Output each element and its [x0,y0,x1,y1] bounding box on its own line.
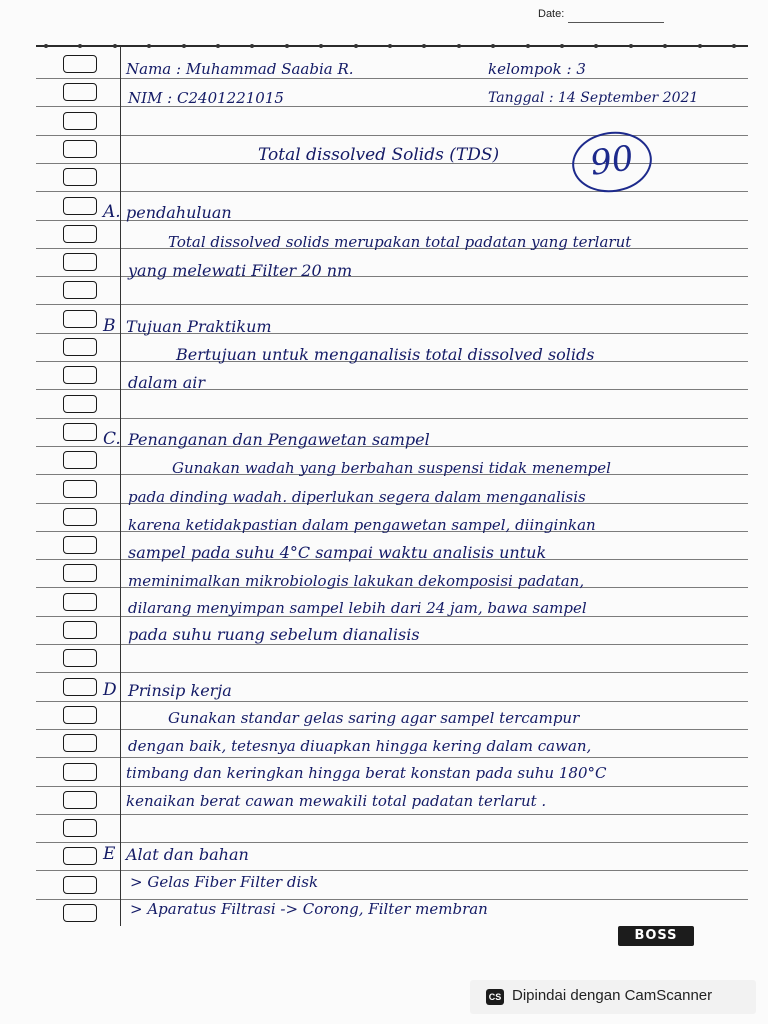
report-title: Total dissolved Solids (TDS) [258,145,500,165]
section-b-line-1: Bertujuan untuk menganalisis total dissolved solids [176,345,595,364]
date-line [568,22,664,23]
line-checkbox [63,225,97,243]
section-heading-e: Alat dan bahan [126,845,249,864]
ruled-line [36,701,748,702]
section-d-line-1: Gunakan standar gelas saring agar sampel tercampur [168,709,580,727]
section-c-line-5: meminimalkan mikrobiologis lakukan dekomposisi padatan, [128,572,585,590]
section-d-line-2: dengan baik, tetesnya diuapkan hingga kering dalam cawan, [128,737,592,755]
line-checkbox [63,706,97,724]
section-d-line-3: timbang dan keringkan hingga berat konstan pada suhu 180°C [126,764,607,782]
margin-line [120,46,121,926]
line-checkbox [63,649,97,667]
binding-dot [732,44,736,48]
binding-dot [388,44,392,48]
line-checkbox [63,140,97,158]
line-checkbox [63,593,97,611]
ruled-line [36,786,748,787]
binding-dot [216,44,220,48]
group-number: kelompok : 3 [488,60,586,78]
date-written: Tanggal : 14 September 2021 [488,90,699,106]
ruled-line [36,814,748,815]
line-checkbox [63,876,97,894]
binding-dot [457,44,461,48]
section-letter-b: B [103,316,116,336]
binding-dot [44,44,48,48]
section-a-line-2: yang melewati Filter 20 nm [128,261,353,280]
student-nim: NIM : C2401221015 [128,89,284,107]
binding-dot [698,44,702,48]
ruled-line [36,418,748,419]
section-c-line-2: pada dinding wadah. diperlukan segera dalam menganalisis [128,488,586,506]
ruled-line [36,135,748,136]
binding-dot [526,44,530,48]
section-heading-a: pendahuluan [126,203,232,222]
binding-dot [319,44,323,48]
section-letter-d: D [103,680,117,700]
binding-dot [182,44,186,48]
student-name: Nama : Muhammad Saabia R. [126,60,354,78]
line-checkbox [63,451,97,469]
line-checkbox [63,621,97,639]
section-d-line-4: kenaikan berat cawan mewakili total padatan terlarut . [126,792,547,810]
section-c-line-1: Gunakan wadah yang berbahan suspensi tidak menempel [172,459,611,477]
line-checkbox [63,508,97,526]
section-letter-e: E [103,844,116,864]
line-checkbox [63,338,97,356]
line-checkbox [63,819,97,837]
line-checkbox [63,791,97,809]
ruled-line [36,870,748,871]
binding-dot [422,44,426,48]
section-heading-d: Prinsip kerja [128,681,232,700]
section-heading-c: Penanganan dan Pengawetan sampel [128,430,430,449]
line-checkbox [63,281,97,299]
ruled-line [36,757,748,758]
section-a-line-1: Total dissolved solids merupakan total padatan yang terlarut [168,233,632,251]
section-letter-c: C. [103,429,121,449]
line-checkbox [63,763,97,781]
binding-dot [491,44,495,48]
line-checkbox [63,168,97,186]
binding-dot [78,44,82,48]
ruled-line [36,729,748,730]
line-checkbox [63,536,97,554]
line-checkbox [63,55,97,73]
section-heading-b: Tujuan Praktikum [126,317,272,336]
binding-dot [354,44,358,48]
line-checkbox [63,395,97,413]
line-checkbox [63,310,97,328]
ruled-line [36,842,748,843]
binding-dot [285,44,289,48]
line-checkbox [63,734,97,752]
section-e-line-2: > Aparatus Filtrasi -> Corong, Filter membran [130,900,488,918]
section-b-line-2: dalam air [128,373,205,392]
line-checkbox [63,678,97,696]
section-c-line-7: pada suhu ruang sebelum dianalisis [128,625,420,644]
line-checkbox [63,423,97,441]
date-field [538,8,668,26]
brand-logo: BOSS [618,926,694,946]
top-rule [36,45,748,47]
grade-score: 90 [568,127,656,198]
line-checkbox [63,564,97,582]
section-c-line-4: sampel pada suhu 4°C sampai waktu analisis untuk [128,543,547,562]
camscanner-badge [470,980,756,1014]
camscanner-logo-icon: CS [486,989,504,1005]
line-checkbox [63,366,97,384]
binding-dot [629,44,633,48]
binding-dot [250,44,254,48]
date-label: Date: [538,8,565,20]
line-checkbox [63,847,97,865]
line-checkbox [63,197,97,215]
section-c-line-3: karena ketidakpastian dalam pengawetan sampel, diinginkan [128,516,596,534]
section-c-line-6: dilarang menyimpan sampel lebih dari 24 jam, bawa sampel [128,599,587,617]
section-e-line-1: > Gelas Fiber Filter disk [130,873,319,891]
binding-dot [147,44,151,48]
camscanner-text: Dipindai dengan CamScanner [512,987,713,1004]
binding-dot [663,44,667,48]
line-checkbox [63,83,97,101]
line-checkbox [63,112,97,130]
line-checkbox [63,253,97,271]
binding-dot [594,44,598,48]
line-checkbox [63,480,97,498]
ruled-line [36,191,748,192]
section-letter-a: A. [103,202,121,222]
line-checkbox [63,904,97,922]
ruled-line [36,304,748,305]
binding-dot [113,44,117,48]
ruled-line [36,672,748,673]
binding-dot [560,44,564,48]
